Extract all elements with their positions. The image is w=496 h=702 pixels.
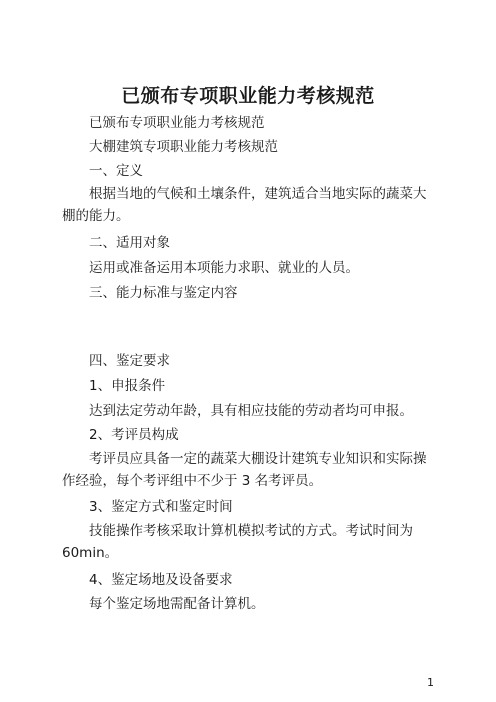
subsection-heading: 4、鉴定场地及设备要求 [89,572,233,588]
subsection-heading: 1、申报条件 [89,378,166,394]
examiner-paragraph: 考评员应具备一定的蔬菜大棚设计建筑专业知识和实际操作经验，每个考评组中不少于 3 名考评员。 [62,451,427,489]
subsection-heading: 2、考评员构成 [89,427,179,443]
method-paragraph: 技能操作考核采取计算机模拟考试的方式。考试时间为 60min。 [62,523,413,561]
body-line: 运用或准备运用本项能力求职、就业的人员。 [89,260,359,276]
section-heading: 四、鉴定要求 [89,353,170,369]
section-heading: 二、适用对象 [89,235,170,251]
subtitle-line: 已颁布专项职业能力考核规范 [89,115,265,131]
body-line: 每个鉴定场地需配备计算机。 [89,596,265,612]
section-heading: 三、能力标准与鉴定内容 [89,285,238,301]
heading-line: 大棚建筑专项职业能力考核规范 [89,139,278,155]
subsection-heading: 3、鉴定方式和鉴定时间 [89,499,233,515]
section-heading: 一、定义 [89,163,143,179]
page-number: 1 [427,676,434,689]
body-line: 达到法定劳动年龄，具有相应技能的劳动者均可申报。 [89,403,413,419]
definition-paragraph: 根据当地的气候和土壤条件，建筑适合当地实际的蔬菜大棚的能力。 [62,186,427,224]
document-title: 已颁布专项职业能力考核规范 [121,85,375,107]
